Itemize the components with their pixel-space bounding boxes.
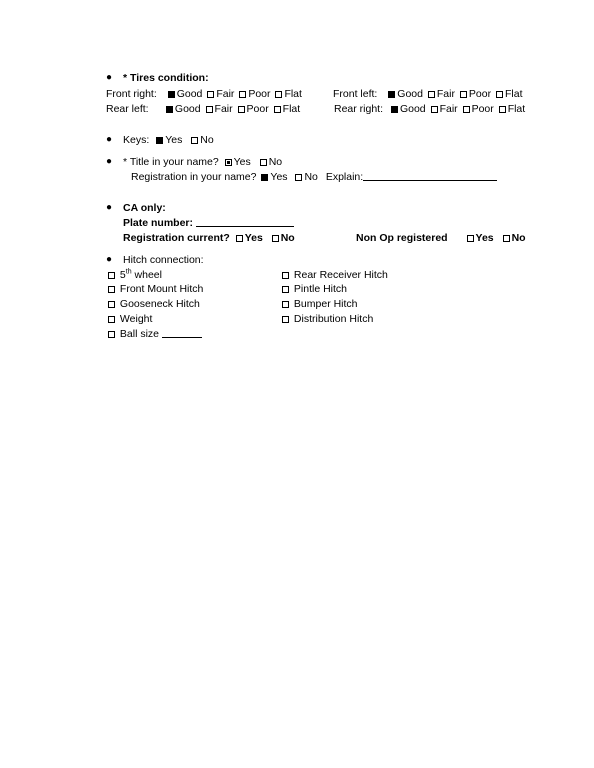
registration-label: Registration in your name?	[131, 171, 257, 183]
plate-row	[123, 217, 294, 230]
option-label: Poor	[468, 88, 492, 100]
front-left-fair-checkbox[interactable]	[428, 91, 435, 98]
ball-size-checkbox[interactable]	[108, 331, 115, 338]
front-left-flat-checkbox[interactable]	[496, 91, 503, 98]
hitch-heading	[123, 254, 204, 267]
keys-no-label: No	[200, 134, 214, 146]
hitch-gooseneck	[106, 298, 200, 311]
weight-label: Weight	[119, 313, 153, 325]
rear-left-row	[106, 103, 300, 116]
bullet: ●	[106, 202, 113, 213]
reg-current-no-checkbox[interactable]	[272, 235, 279, 242]
option-label: Fair	[439, 103, 458, 115]
distribution-checkbox[interactable]	[282, 316, 289, 323]
tires-heading	[123, 72, 209, 85]
option-label: Flat	[282, 103, 301, 115]
reg-current-label: Registration current?	[123, 232, 230, 244]
bullet: ●	[106, 254, 113, 265]
tires-heading-text: * Tires condition:	[123, 72, 209, 84]
front-left-poor-checkbox[interactable]	[460, 91, 467, 98]
ball-size-field[interactable]	[162, 328, 202, 338]
hitch-ball-size	[106, 328, 202, 341]
title-row	[123, 156, 282, 169]
keys-no-checkbox[interactable]	[191, 137, 198, 144]
option-label: Poor	[248, 88, 271, 100]
rear-left-label: Rear left:	[106, 103, 149, 115]
rear-left-good-checkbox[interactable]	[166, 106, 173, 113]
title-no-label: No	[268, 156, 283, 168]
hitch-bumper	[280, 298, 358, 311]
ball-size-label: Ball size	[119, 328, 160, 340]
hitch-weight	[106, 313, 152, 326]
hitch-rear-receiver	[280, 269, 388, 282]
front-mount-checkbox[interactable]	[108, 286, 115, 293]
hitch-pintle	[280, 283, 347, 296]
option-label: Good	[397, 88, 423, 100]
hitch-distribution	[280, 313, 373, 326]
front-left-row	[333, 88, 523, 101]
title-no-checkbox[interactable]	[260, 159, 267, 166]
option-label: Good	[399, 103, 426, 115]
front-right-row	[106, 88, 302, 101]
option-label: Fair	[436, 88, 455, 100]
front-right-flat-checkbox[interactable]	[275, 91, 282, 98]
rear-right-good-checkbox[interactable]	[391, 106, 398, 113]
reg-current-yes-checkbox[interactable]	[236, 235, 243, 242]
ca-heading-text: CA only:	[123, 202, 166, 214]
nonop-yes-label: Yes	[475, 232, 494, 244]
front-right-good-checkbox[interactable]	[168, 91, 175, 98]
front-left-good-checkbox[interactable]	[388, 91, 395, 98]
bumper-label: Bumper Hitch	[293, 298, 358, 310]
rear-right-row	[334, 103, 525, 116]
distribution-label: Distribution Hitch	[293, 313, 374, 325]
explain-label: Explain:	[325, 171, 364, 183]
rear-left-flat-checkbox[interactable]	[274, 106, 281, 113]
bullet: ●	[106, 156, 113, 167]
front-mount-label: Front Mount Hitch	[119, 283, 204, 295]
option-label: Fair	[216, 88, 235, 100]
fifth-wheel-label: 5	[119, 269, 126, 281]
registration-no-checkbox[interactable]	[295, 174, 302, 181]
rear-right-label: Rear right:	[334, 103, 384, 115]
keys-yes-checkbox[interactable]	[156, 137, 163, 144]
ca-heading	[123, 202, 166, 215]
option-label: Good	[174, 103, 201, 115]
keys-row	[123, 134, 214, 147]
front-right-poor-checkbox[interactable]	[239, 91, 246, 98]
bullet: ●	[106, 72, 113, 83]
option-label: Flat	[507, 103, 526, 115]
gooseneck-label: Gooseneck Hitch	[119, 298, 200, 310]
rear-right-poor-checkbox[interactable]	[463, 106, 470, 113]
registration-row	[131, 171, 497, 184]
fifth-wheel-sup: th	[125, 268, 132, 276]
registration-yes-label: Yes	[270, 171, 288, 183]
rear-receiver-label: Rear Receiver Hitch	[293, 269, 388, 281]
registration-yes-checkbox[interactable]	[261, 174, 268, 181]
fifth-wheel-checkbox[interactable]	[108, 272, 115, 279]
explain-field[interactable]	[363, 171, 497, 181]
title-label: * Title in your name?	[123, 156, 219, 168]
rear-right-flat-checkbox[interactable]	[499, 106, 506, 113]
plate-number-field[interactable]	[196, 217, 294, 227]
bumper-checkbox[interactable]	[282, 301, 289, 308]
rear-left-fair-checkbox[interactable]	[206, 106, 213, 113]
keys-yes-label: Yes	[165, 134, 183, 146]
option-label: Flat	[284, 88, 302, 100]
hitch-heading-text: Hitch connection:	[123, 254, 204, 266]
front-left-label: Front left:	[333, 88, 378, 100]
option-label: Flat	[505, 88, 523, 100]
hitch-fifth-wheel	[106, 269, 162, 282]
nonop-yes-checkbox[interactable]	[467, 235, 474, 242]
nonop-row	[356, 232, 526, 245]
registration-no-label: No	[304, 171, 318, 183]
pintle-checkbox[interactable]	[282, 286, 289, 293]
front-right-fair-checkbox[interactable]	[207, 91, 214, 98]
keys-label: Keys:	[123, 134, 150, 146]
reg-current-row	[123, 232, 295, 245]
front-right-label: Front right:	[106, 88, 157, 100]
option-label: Good	[176, 88, 203, 100]
option-label: Poor	[471, 103, 494, 115]
option-label: Poor	[246, 103, 269, 115]
reg-current-no-label: No	[280, 232, 295, 244]
gooseneck-checkbox[interactable]	[108, 301, 115, 308]
nonop-label: Non Op registered	[356, 232, 448, 244]
hitch-front-mount	[106, 283, 203, 296]
fifth-wheel-rest: wheel	[131, 269, 162, 281]
reg-current-yes-label: Yes	[244, 232, 263, 244]
plate-label: Plate number:	[123, 217, 194, 229]
pintle-label: Pintle Hitch	[293, 283, 348, 295]
nonop-no-label: No	[511, 232, 526, 244]
title-yes-checkbox[interactable]	[225, 159, 232, 166]
nonop-no-checkbox[interactable]	[503, 235, 510, 242]
option-label: Fair	[214, 103, 233, 115]
weight-checkbox[interactable]	[108, 316, 115, 323]
rear-left-poor-checkbox[interactable]	[238, 106, 245, 113]
rear-receiver-checkbox[interactable]	[282, 272, 289, 279]
bullet: ●	[106, 134, 113, 145]
title-yes-label: Yes	[233, 156, 251, 168]
rear-right-fair-checkbox[interactable]	[431, 106, 438, 113]
